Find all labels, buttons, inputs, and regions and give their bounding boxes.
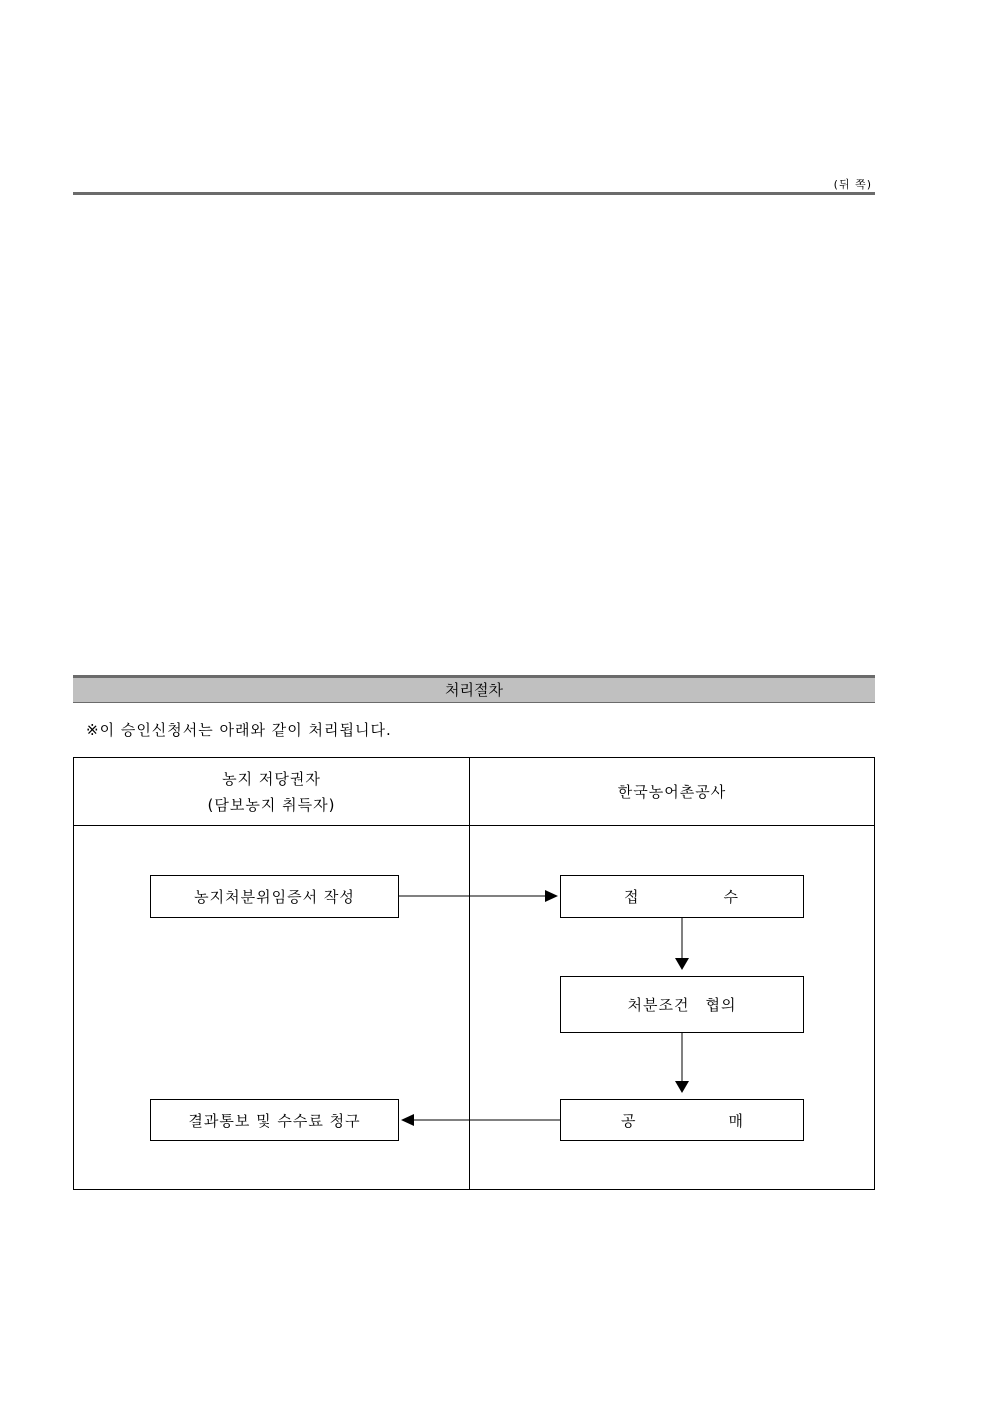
column-header-mortgagee-line2: (담보농지 취득자): [207, 796, 336, 814]
step-negotiation: 처분조건 협의: [560, 976, 804, 1033]
step-write-delegation: 농지처분위임증서 작성: [150, 875, 399, 918]
step-receipt-char-2: 수: [723, 888, 739, 906]
header-divider: [74, 825, 874, 826]
column-divider: [469, 758, 470, 1189]
page-side-label: (뒤 쪽): [833, 178, 872, 191]
processing-note: ※이 승인신청서는 아래와 같이 처리됩니다.: [86, 721, 392, 739]
top-divider: [73, 192, 875, 195]
step-auction: [560, 1099, 804, 1141]
column-header-mortgagee-line1: 농지 저당권자: [222, 770, 321, 788]
step-auction-char-1: 공: [621, 1111, 637, 1130]
column-header-corporation: 한국농어촌공사: [617, 783, 727, 801]
step-notify-and-charge: 결과통보 및 수수료 청구: [150, 1099, 399, 1141]
step-receipt-char-1: 접: [624, 888, 640, 906]
step-auction-char-2: 매: [728, 1111, 744, 1130]
section-header: 처리절차: [73, 675, 875, 703]
column-header-mortgagee: [74, 766, 469, 818]
step-receipt: [560, 875, 804, 918]
